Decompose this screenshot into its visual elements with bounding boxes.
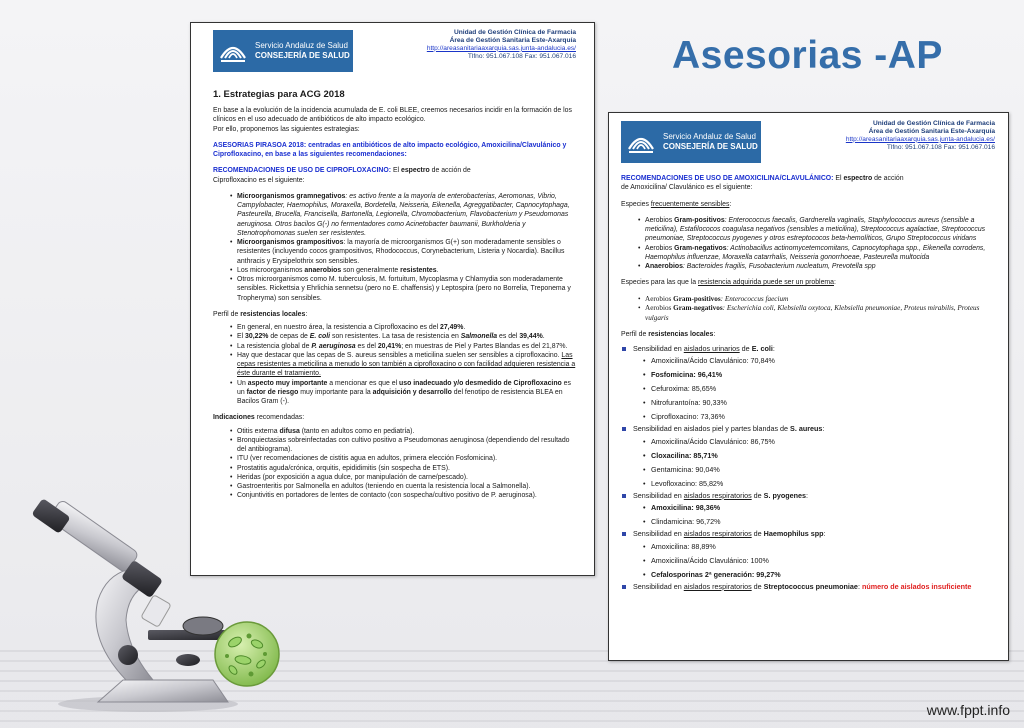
- list-item: • Amoxicilina/Ácido Clavulánico: 100%: [643, 554, 995, 568]
- sensitivity-group-ecoli: Sensibilidad en aislados urinarios de E. coli:: [621, 344, 995, 354]
- unit-name: Unidad de Gestión Clínica de Farmacia: [872, 120, 995, 127]
- logo-line2: CONSEJERÍA DE SALUD: [255, 51, 350, 60]
- area-url[interactable]: http://areasanitariaaxarquia.sas.junta-andalucia.es/: [426, 44, 576, 52]
- document-amoxicilina-clavulanico: [608, 112, 1009, 661]
- spectrum-list: [231, 192, 576, 303]
- adquirida-list: [639, 295, 995, 324]
- list-item: • Microorganismos grampositivos: la mayoría de microorganismos G(+) son moderadamente sensibles o resistentes (incluyendo cocos grampositivos, Rhodococcus, Corynebacterium, Listeria y Nocardia). Bacillus anthracis y Erysipelothrix son sensibles.: [231, 238, 576, 266]
- area-url[interactable]: http://areasanitariaaxarquia.sas.junta-andalucia.es/: [845, 135, 995, 143]
- list-item: • Otros microorganismos como M. tuberculosis, M. fortuitum, Mycoplasma y Chlamydia son moderadamente sensibles. Rickettsia y Ehrlichia sennetsu (pero no E. chaffensis) y Leptospira (pero no Borrelia, Treponema y Tropheryma) son sensibles.: [231, 275, 576, 303]
- sensitivity-group-saureus: Sensibilidad en aislados piel y partes blandas de S. aureus:: [621, 424, 995, 434]
- list-item: • Aerobios Gram-negativos: Actinobacillus actinomycetemcomitans, Capnocytophaga spp., Eikenella corrodens, Haemophilus influenzae, Moraxella catarrhalis, Neisseria gonorrhoeae, Pasteurella multocida: [639, 244, 995, 263]
- sensitivity-items: [643, 540, 995, 582]
- sensitivity-group-spyogenes: Sensibilidad en aislados respiratorios de S. pyogenes:: [621, 491, 995, 501]
- perfil-heading: Perfil de resistencias locales:: [621, 331, 716, 339]
- list-item: • Un aspecto muy importante a mencionar es que el uso inadecuado y/o desmedido de Ciprofloxacino es un factor de riesgo muy importante para la adquisición y desarrollo del fenotipo de resistencia BLEA en Bacilos Gram (-).: [231, 379, 576, 407]
- list-item: • Cloxacilina: 85,71%: [643, 449, 995, 463]
- list-item: • Clindamicina: 96,72%: [643, 515, 995, 529]
- list-item: • Aerobios Gram-positivos: Enterococcus faecalis, Gardnerella vaginalis, Staphylococcus aureus (sensible a meticilina), Estafilococos coagulasa negativos (sensibles a meticilina), Streptococcus agalactiae, Streptococcus pneumoniae, Streptococcus pyogenes y otros estreptococos beta-hemolíticos, Grupo Streptococcus viridans: [639, 216, 995, 244]
- sensitivity-group-spneumoniae: Sensibilidad en aislados respiratorios de Streptococcus pneumoniae: número de aislados insuficiente: [621, 582, 995, 592]
- list-item: • Gentamicina: 90,04%: [643, 463, 995, 477]
- list-item: • ITU (ver recomendaciones de cistitis agua en adultos, primera elección Fosfomicina).: [231, 454, 576, 463]
- reco-heading: RECOMENDACIONES DE USO DE AMOXICILINA/CLAVULÁNICO: El espectro de acción: [621, 175, 904, 182]
- spectrum-list: [639, 216, 995, 272]
- logo-line1: Servicio Andaluz de Salud: [663, 131, 756, 141]
- logo-line1: Servicio Andaluz de Salud: [255, 40, 348, 50]
- list-item: • Otitis externa difusa (tanto en adultos como en pediatría).: [231, 427, 576, 436]
- adquirida-heading: Especies para las que la resistencia adquirida puede ser un problema:: [621, 279, 836, 287]
- list-item: • El 30,22% de cepas de E. coli son resistentes. La tasa de resistencia en Salmonella es del 39,44%.: [231, 332, 576, 341]
- list-item: • Ciprofloxacino: 73,36%: [643, 410, 995, 424]
- indications-list: [231, 427, 576, 501]
- intro-2: Por ello, proponemos las siguientes estrategias:: [213, 125, 360, 133]
- list-item: • Fosfomicina: 96,41%: [643, 368, 995, 382]
- junta-andalucia-emblem-icon: [213, 30, 253, 72]
- list-item: • La resistencia global de P. aeruginosa es del 20,41%; en muestras de Piel y Partes Blandas es del 21,87%.: [231, 342, 576, 351]
- sensitivity-items: [643, 501, 995, 529]
- sensitivity-list: [621, 344, 995, 354]
- contact: Tlfno: 951.067.108 Fax: 951.067.016: [886, 143, 995, 151]
- list-item: • Gastroenteritis por Salmonella en adultos (teniendo en cuenta la resistencia local a Salmonella).: [231, 482, 576, 491]
- slide-title: Asesorias -AP: [672, 34, 943, 77]
- list-item: • En general, en nuestro área, la resistencia a Ciprofloxacino es del 27,49%.: [231, 323, 576, 332]
- sensitivity-items: [643, 354, 995, 424]
- perfil-heading: Perfil de resistencias locales:: [213, 310, 308, 318]
- reco-line2: Ciprofloxacino es el siguiente:: [213, 176, 305, 184]
- list-item: • Hay que destacar que las cepas de S. aureus sensibles a meticilina suelen ser sensibles a ciprofloxacino. Las cepas resistentes a meticilina a menudo lo son también a ciprofloxacino o con facilidad adquieren resistencia a éste durante el tratamiento.: [231, 351, 576, 379]
- section-title: 1. Estrategias para ACG 2018: [213, 89, 345, 100]
- list-item: • Levofloxacino: 85,82%: [643, 477, 995, 491]
- list-item: • Microorganismos gramnegativos: es activo frente a la mayoría de enterobacterias, Aeromonas, Vibrio, Campylobacter, Haemophilus, Moraxella, Bordetella, Neisseria, Eikenella, Agreggatibacter, Capnocytophaga, Pasteurella, Brucella, Francisella, Bartonella, Legionella, Chromobacterium, Flavobacterium y Pseudomonas aeruginosa. Otros bacilos G(-) no fermentadores como Acinetobacter baumanii, Burkholderia y Stenotrophomonas suelen ser resistentes.: [231, 192, 576, 238]
- doc-header-info: [846, 120, 995, 152]
- doc-header-info: [427, 29, 576, 61]
- list-item: • Los microorganismos anaerobios son generalmente resistentes.: [231, 266, 576, 275]
- junta-andalucia-emblem-icon: [621, 121, 661, 163]
- list-item: • Cefuroxima: 85,65%: [643, 382, 995, 396]
- reco-heading: RECOMENDACIONES DE USO DE CIPROFLOXACINO: El espectro de acción de: [213, 167, 471, 175]
- bacteria-icon: [213, 620, 281, 688]
- reco-line2: de Amoxicilina/ Clavulánico es el siguiente:: [621, 184, 753, 192]
- contact: Tlfno: 951.067.108 Fax: 951.067.016: [467, 52, 576, 60]
- list-item: • Nitrofurantoína: 90,33%: [643, 396, 995, 410]
- list-item: • Aerobios Gram-negativos: Escherichia coli, Klebsiella oxytoca, Klebsiella pneumoniae, Proteus mirabilis, Proteus vulgaris: [639, 304, 995, 323]
- area-name: Área de Gestión Sanitaria Este-Axarquía: [868, 127, 995, 135]
- intro-1: En base a la evolución de la incidencia acumulada de E. coli BLEE, creemos necesarios incidir en la formación de los clínicos en el uso adecuado de antibióticos de alto impacto ecológico.: [213, 107, 572, 124]
- especies-heading: Especies frecuentemente sensibles:: [621, 200, 732, 208]
- sensitivity-group-haemophilus: Sensibilidad en aislados respiratorios de Haemophilus spp:: [621, 529, 995, 539]
- list-item: • Prostatitis aguda/crónica, orquitis, epididimitis (sin sospecha de ETS).: [231, 464, 576, 473]
- sas-logo: [213, 30, 353, 72]
- list-item: • Heridas (por exposición a agua dulce, por manipulación de carne/pescado).: [231, 473, 576, 482]
- doc-header: [621, 118, 995, 170]
- indicaciones-heading: Indicaciones recomendadas:: [213, 414, 305, 422]
- list-item: • Bronquiectasias sobreinfectadas con cultivo positivo a Pseudomonas aeruginosa (dependiendo del resultado del antibiograma).: [231, 436, 576, 455]
- sensitivity-items: [643, 435, 995, 491]
- list-item: • Amoxicilina/Ácido Clavulánico: 70,84%: [643, 354, 995, 368]
- list-item: • Cefalosporinas 2ª generación: 99,27%: [643, 568, 995, 582]
- list-item: • Anaerobios: Bacteroides fragilis, Fusobacterium nucleatum, Prevotella spp: [639, 262, 995, 271]
- logo-line2: CONSEJERÍA DE SALUD: [663, 142, 758, 151]
- list-item: • Amoxicilina/Ácido Clavulánico: 86,75%: [643, 435, 995, 449]
- list-item: • Conjuntivitis en portadores de lentes de contacto (con sospecha/cultivo positivo de P. aeruginosa).: [231, 491, 576, 500]
- watermark: www.fppt.info: [926, 702, 1010, 718]
- asesorias-text: ASESORIAS PIRASOA 2018: centradas en antibióticos de alto impacto ecológico, Amoxicilina/Clavulánico y Ciprofloxacino, en base a las siguientes recomendaciones:: [213, 141, 567, 158]
- list-item: • Amoxicilina: 98,36%: [643, 501, 995, 515]
- list-item: • Aerobios Gram-positivos: Enterococcus faecium: [639, 295, 995, 305]
- doc-header: [213, 27, 576, 79]
- unit-name: Unidad de Gestión Clínica de Farmacia: [453, 29, 576, 36]
- area-name: Área de Gestión Sanitaria Este-Axarquía: [449, 36, 576, 44]
- resistance-list: [231, 323, 576, 406]
- sas-logo: [621, 121, 761, 163]
- list-item: • Amoxicilina: 88,89%: [643, 540, 995, 554]
